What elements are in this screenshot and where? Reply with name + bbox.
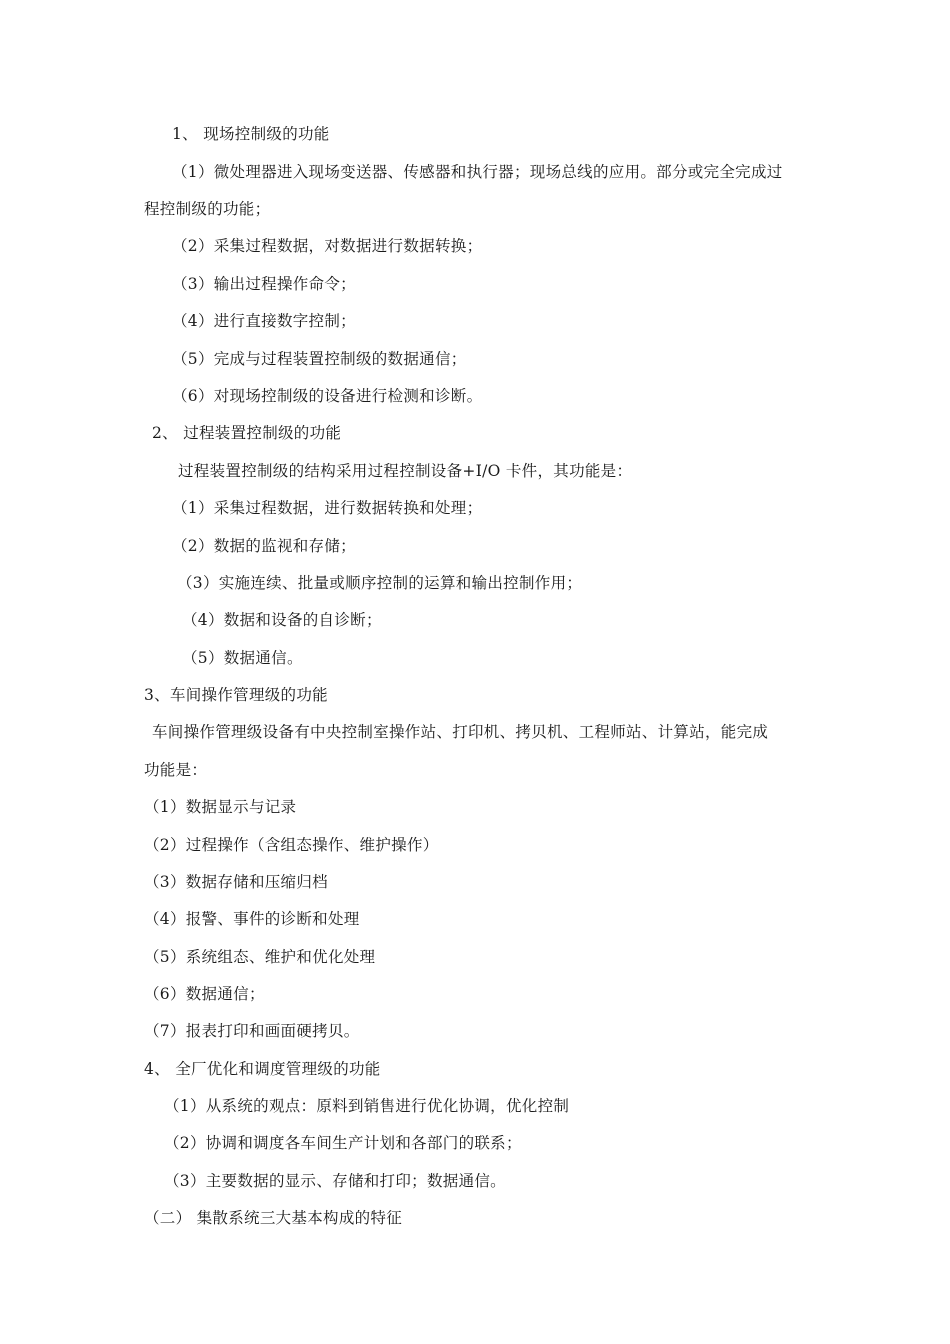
section3-item2: （2）过程操作（含组态操作、维护操作） (144, 836, 439, 854)
section3-intro-line1: 车间操作管理级设备有中央控制室操作站、打印机、拷贝机、工程师站、计算站，能完成 (152, 723, 769, 741)
section2-item2: （2）数据的监视和存储； (172, 537, 356, 555)
section1-item5: （5）完成与过程装置控制级的数据通信； (172, 350, 467, 368)
section4-heading: 4、 全厂优化和调度管理级的功能 (144, 1060, 381, 1078)
section4-item1: （1）从系统的观点：原料到销售进行优化协调，优化控制 (164, 1097, 570, 1115)
section1-item6: （6）对现场控制级的设备进行检测和诊断。 (172, 387, 483, 405)
section2-item4: （4）数据和设备的自诊断； (182, 611, 382, 629)
section1-item1-line2: 程控制级的功能； (144, 200, 271, 218)
section3-item7: （7）报表打印和画面硬拷贝。 (144, 1022, 360, 1040)
section4-item3: （3）主要数据的显示、存储和打印；数据通信。 (164, 1172, 506, 1190)
section3-intro-line2: 功能是： (144, 761, 208, 779)
section4-item2: （2）协调和调度各车间生产计划和各部门的联系； (164, 1134, 522, 1152)
section1-item3: （3）输出过程操作命令； (172, 275, 356, 293)
section1-item1-line1: （1）微处理器进入现场变送器、传感器和执行器；现场总线的应用。部分或完全完成过 (172, 163, 783, 181)
section2-heading: 2、 过程装置控制级的功能 (152, 424, 342, 442)
section1-heading: 1、 现场控制级的功能 (172, 125, 330, 143)
section5-heading: （二） 集散系统三大基本构成的特征 (144, 1209, 403, 1227)
section3-item5: （5）系统组态、维护和优化处理 (144, 948, 376, 966)
section3-item6: （6）数据通信； (144, 985, 265, 1003)
section3-item4: （4）报警、事件的诊断和处理 (144, 910, 360, 928)
section2-intro: 过程装置控制级的结构采用过程控制设备+I/O 卡件，其功能是： (178, 462, 633, 480)
section3-heading: 3、车间操作管理级的功能 (144, 686, 328, 704)
section2-item1: （1）采集过程数据，进行数据转换和处理； (172, 499, 483, 517)
section1-item2: （2）采集过程数据，对数据进行数据转换； (172, 237, 483, 255)
section2-item3: （3）实施连续、批量或顺序控制的运算和输出控制作用； (177, 574, 583, 592)
section3-item3: （3）数据存储和压缩归档 (144, 873, 328, 891)
section1-item4: （4）进行直接数字控制； (172, 312, 356, 330)
section2-item5: （5）数据通信。 (182, 649, 303, 667)
section3-item1: （1）数据显示与记录 (144, 798, 297, 816)
